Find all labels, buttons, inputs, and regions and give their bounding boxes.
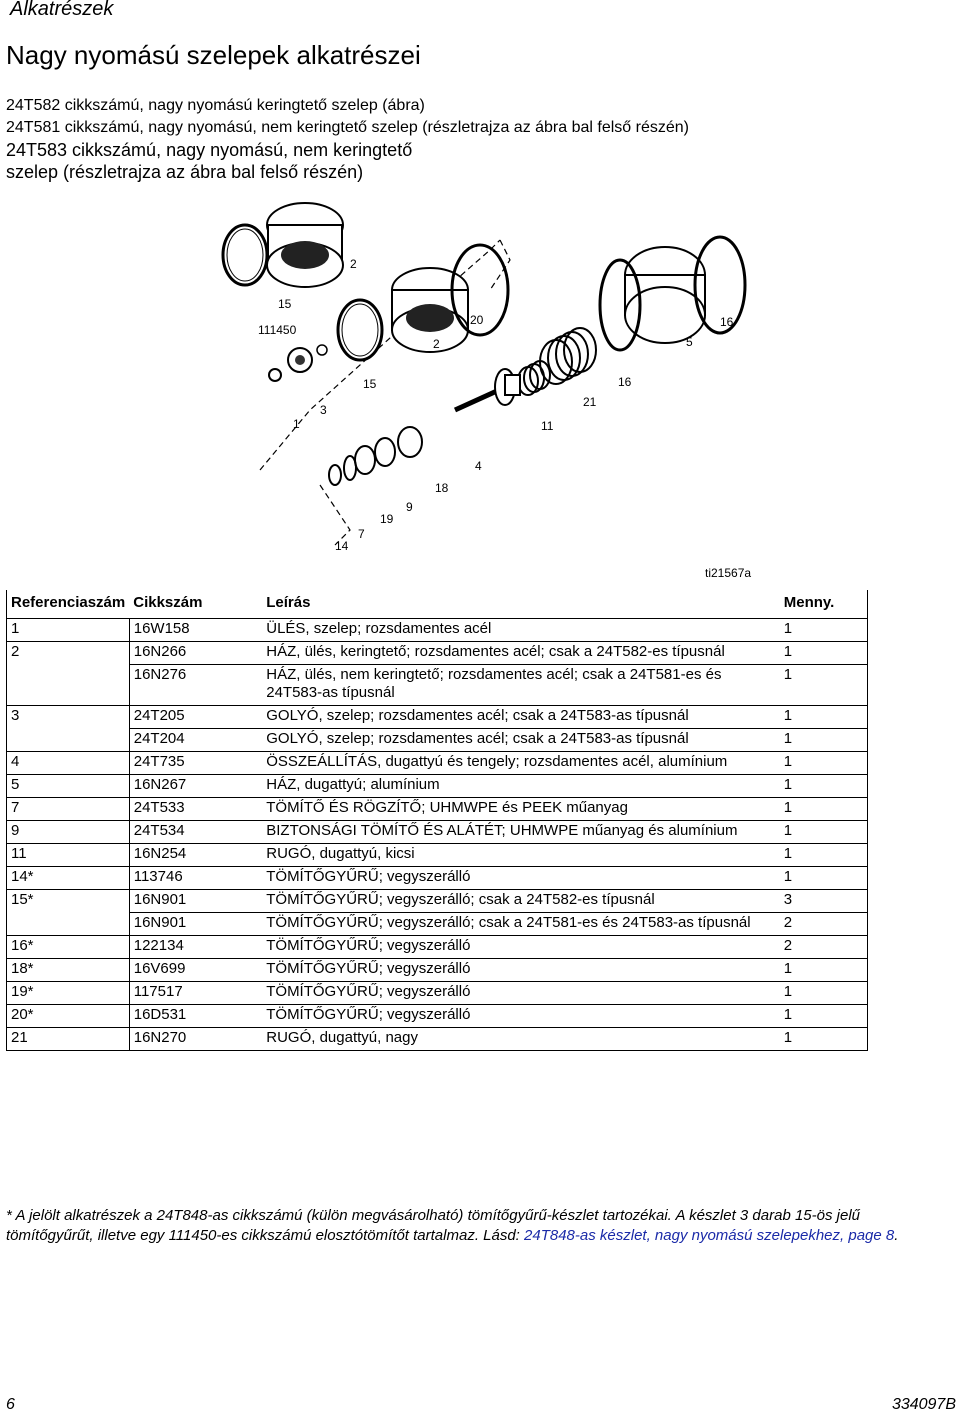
part-cell: 122134 (129, 936, 262, 959)
callout-label: 18 (435, 481, 449, 495)
table-row (7, 890, 868, 913)
qty-cell: 1 (780, 752, 868, 775)
table-row (7, 619, 868, 642)
spring-21 (540, 328, 596, 384)
part-cell: 16V699 (129, 959, 262, 982)
o-ring-14 (329, 465, 341, 485)
desc-cell: ÜLÉS, szelep; rozsdamentes acél (262, 619, 780, 642)
ref-cell: 3 (7, 706, 130, 729)
page-number: 6 (6, 1396, 15, 1413)
qty-cell: 1 (780, 798, 868, 821)
qty-cell: 1 (780, 959, 868, 982)
ref-cell: 4 (7, 752, 130, 775)
callout-label: 14 (335, 539, 349, 553)
part-cell: 113746 (129, 867, 262, 890)
desc-cell: TÖMÍTŐGYŰRŰ; vegyszerálló; csak a 24T581-es és 24T583-as típusnál (262, 913, 780, 936)
desc-cell: GOLYÓ, szelep; rozsdamentes acél; csak a 24T583-as típusnál (262, 729, 780, 752)
piston-assembly-4 (455, 369, 520, 410)
ref-cell (7, 913, 130, 936)
col-header-qty: Menny. (780, 590, 868, 619)
callout-label: 16 (720, 315, 734, 329)
callout-label: 5 (686, 335, 693, 349)
ref-cell (7, 729, 130, 752)
callout-label: 2 (433, 337, 440, 351)
section-title: Alkatrészek (10, 0, 114, 20)
callout-label: 20 (470, 313, 484, 327)
ref-cell: 5 (7, 775, 130, 798)
table-row (7, 775, 868, 798)
qty-cell: 1 (780, 1028, 868, 1051)
parts-table-body (7, 619, 868, 1051)
desc-cell: TÖMÍTŐGYŰRŰ; vegyszerálló (262, 959, 780, 982)
callout-label: 3 (320, 403, 327, 417)
part-cell: 24T205 (129, 706, 262, 729)
o-ring-19 (355, 446, 375, 474)
table-row (7, 729, 868, 752)
callout-label: 15 (278, 297, 292, 311)
ref-cell: 20* (7, 1005, 130, 1028)
table-row (7, 959, 868, 982)
desc-cell: TÖMÍTŐGYŰRŰ; vegyszerálló (262, 982, 780, 1005)
part-cell: 16N270 (129, 1028, 262, 1051)
ref-cell: 7 (7, 798, 130, 821)
table-row (7, 1005, 868, 1028)
part-cell: 24T735 (129, 752, 262, 775)
subtitle-line: 24T581 cikkszámú, nagy nyomású, nem keringtető szelep (részletrajza az ábra bal felső részén) (6, 119, 689, 136)
ref-cell: 1 (7, 619, 130, 642)
subtitle-line: 24T583 cikkszámú, nagy nyomású, nem keringtető (6, 140, 413, 160)
qty-cell: 2 (780, 936, 868, 959)
ball-part (269, 369, 281, 381)
parts-table (6, 590, 868, 1051)
desc-cell: TÖMÍTŐGYŰRŰ; vegyszerálló; csak a 24T582-es típusnál (262, 890, 780, 913)
part-cell: 16N901 (129, 890, 262, 913)
detail-boundary-line (320, 485, 350, 545)
table-row (7, 936, 868, 959)
qty-cell: 1 (780, 642, 868, 665)
footnote-text: * A jelölt alkatrészek a 24T848-as cikkszámú (külön megvásárolható) tömítőgyűrű-készlet tartozékai. A készlet 3 darab 15-ös jelű tömítőgyűrűt, illetve egy 111450-es cikkszámú elosztótömítőt tartalmaz. Lásd: (6, 1207, 861, 1244)
part-cell: 16N254 (129, 844, 262, 867)
ref-cell: 15* (7, 890, 130, 913)
subtitle-block (6, 95, 689, 183)
part-cell: 16N276 (129, 665, 262, 706)
qty-cell: 1 (780, 867, 868, 890)
ref-cell: 16* (7, 936, 130, 959)
ref-cell (7, 665, 130, 706)
part-cell: 16N266 (129, 642, 262, 665)
col-header-ref: Referenciaszám (7, 590, 130, 619)
subtitle-line: 24T582 cikkszámú, nagy nyomású keringtető szelep (ábra) (6, 97, 425, 114)
seal-9 (375, 438, 395, 466)
qty-cell: 1 (780, 1005, 868, 1028)
desc-cell: HÁZ, ülés, nem keringtető; rozsdamentes acél; csak a 24T581-es és 24T583-as típusnál (262, 665, 780, 706)
callout-label: 19 (380, 512, 394, 526)
desc-cell: GOLYÓ, szelep; rozsdamentes acél; csak a 24T583-as típusnál (262, 706, 780, 729)
kit-reference-link[interactable]: 24T848-as készlet, nagy nyomású szelepekhez, page 8 (524, 1227, 895, 1244)
exploded-parts-diagram (200, 200, 760, 580)
figure-id: ti21567a (705, 566, 752, 580)
qty-cell: 1 (780, 844, 868, 867)
qty-cell: 1 (780, 982, 868, 1005)
callout-label: 16 (618, 375, 632, 389)
callout-label: 21 (583, 395, 597, 409)
seal-7 (344, 456, 356, 480)
col-header-desc: Leírás (262, 590, 780, 619)
qty-cell: 1 (780, 729, 868, 752)
qty-cell: 1 (780, 619, 868, 642)
table-row (7, 1028, 868, 1051)
part-cell: 117517 (129, 982, 262, 1005)
callout-label: 1 (293, 417, 300, 431)
table-row (7, 665, 868, 706)
desc-cell: TÖMÍTŐGYŰRŰ; vegyszerálló (262, 936, 780, 959)
desc-cell: RUGÓ, dugattyú, kicsi (262, 844, 780, 867)
desc-cell: ÖSSZEÁLLÍTÁS, dugattyú és tengely; rozsdamentes acél, alumínium (262, 752, 780, 775)
table-row (7, 844, 868, 867)
ref-cell: 19* (7, 982, 130, 1005)
o-ring-15 (338, 300, 382, 360)
callout-label: 4 (475, 459, 482, 473)
desc-cell: HÁZ, dugattyú; alumínium (262, 775, 780, 798)
callout-label: 2 (350, 257, 357, 271)
desc-cell: HÁZ, ülés, keringtető; rozsdamentes acél; csak a 24T582-es típusnál (262, 642, 780, 665)
callout-label: 111450 (258, 323, 297, 337)
subtitle-line: szelep (részletrajza az ábra bal felső részén) (6, 162, 364, 182)
footnote-end: . (894, 1227, 899, 1244)
table-row (7, 706, 868, 729)
table-row (7, 982, 868, 1005)
qty-cell: 3 (780, 890, 868, 913)
table-row (7, 867, 868, 890)
part-cell: 16D531 (129, 1005, 262, 1028)
qty-cell: 2 (780, 913, 868, 936)
part-cell: 24T534 (129, 821, 262, 844)
ref-cell: 14* (7, 867, 130, 890)
table-header-row (7, 590, 868, 619)
o-ring-15 (223, 225, 267, 285)
part-cell: 16N267 (129, 775, 262, 798)
desc-cell: TÖMÍTŐ ÉS RÖGZÍTŐ; UHMWPE és PEEK műanyag (262, 798, 780, 821)
qty-cell: 1 (780, 821, 868, 844)
qty-cell: 1 (780, 706, 868, 729)
table-row (7, 798, 868, 821)
part-cell: 24T204 (129, 729, 262, 752)
callout-label: 11 (541, 419, 554, 433)
qty-cell: 1 (780, 775, 868, 798)
callout-label: 15 (363, 377, 377, 391)
ref-cell: 9 (7, 821, 130, 844)
col-header-part: Cikkszám (129, 590, 262, 619)
table-row (7, 752, 868, 775)
ref-cell: 18* (7, 959, 130, 982)
part-cell: 16W158 (129, 619, 262, 642)
callout-label: 7 (358, 527, 365, 541)
housing-part-center (392, 268, 468, 352)
page-title: Nagy nyomású szelepek alkatrészei (6, 40, 421, 70)
table-row (7, 913, 868, 936)
desc-cell: BIZTONSÁGI TÖMÍTŐ ÉS ALÁTÉT; UHMWPE műanyag és alumínium (262, 821, 780, 844)
table-row (7, 642, 868, 665)
desc-cell: RUGÓ, dugattyú, nagy (262, 1028, 780, 1051)
callout-label: 9 (406, 500, 413, 514)
ref-cell: 21 (7, 1028, 130, 1051)
ref-cell: 11 (7, 844, 130, 867)
part-cell: 16N901 (129, 913, 262, 936)
document-number: 334097B (891, 1396, 956, 1413)
footnote (6, 1206, 951, 1246)
qty-cell: 1 (780, 665, 868, 706)
housing-part-detail (267, 203, 343, 287)
part-cell: 24T533 (129, 798, 262, 821)
desc-cell: TÖMÍTŐGYŰRŰ; vegyszerálló (262, 867, 780, 890)
o-ring-18 (398, 427, 422, 457)
table-row (7, 821, 868, 844)
desc-cell: TÖMÍTŐGYŰRŰ; vegyszerálló (262, 1005, 780, 1028)
ref-cell: 2 (7, 642, 130, 665)
